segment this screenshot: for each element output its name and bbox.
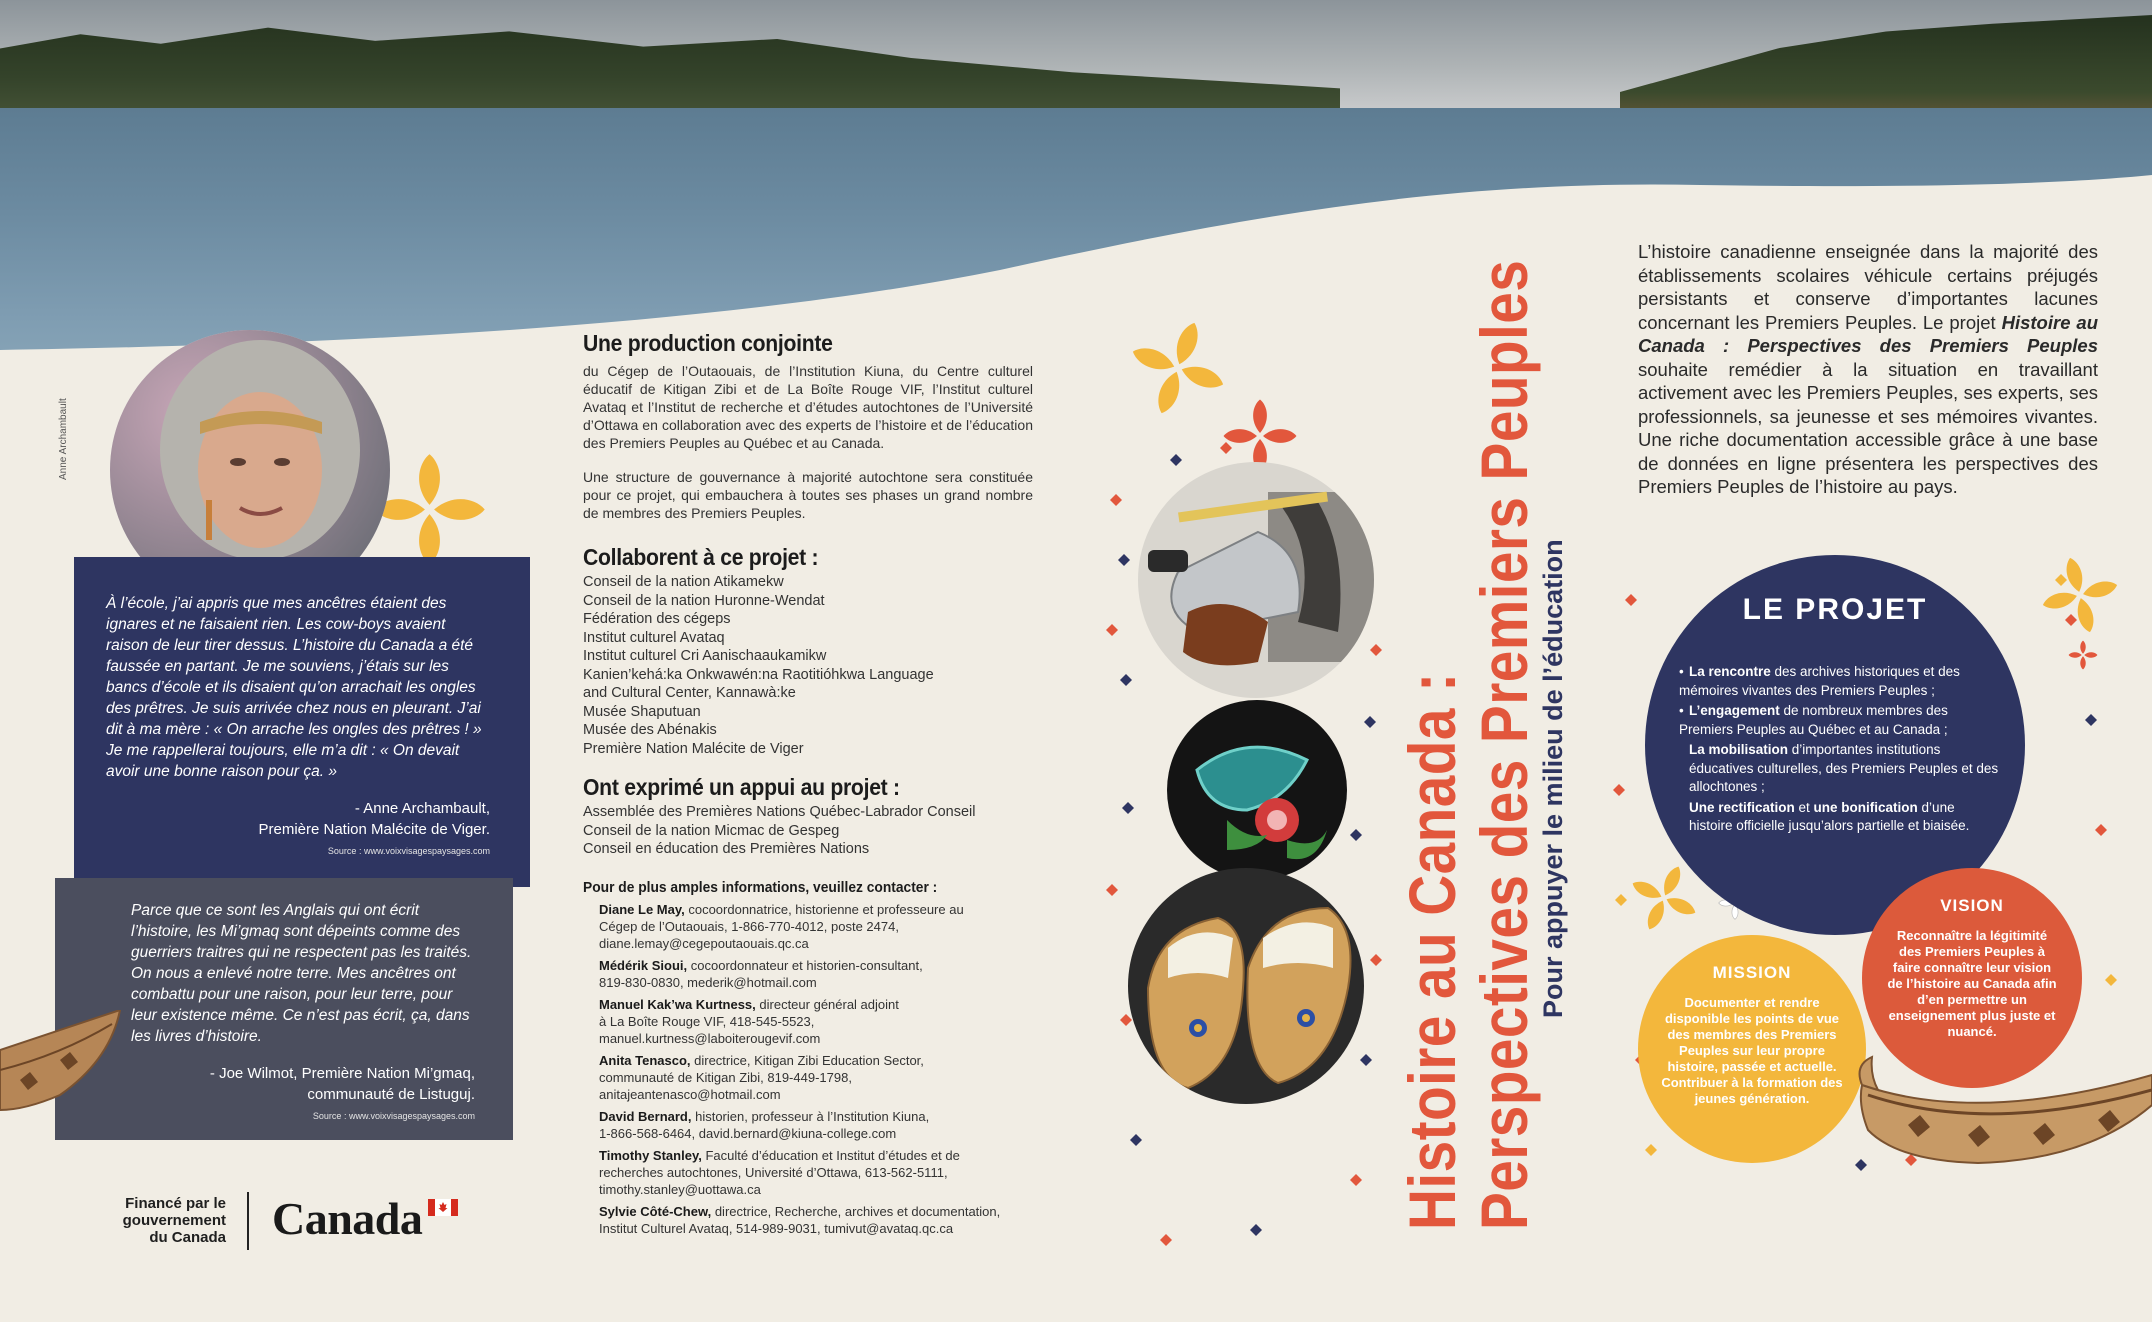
vision-text: Reconnaître la légitimité des Premiers Peuples à faire connaître leur vision de l’histoire au Canada afin d’en permettre un enseignement plus juste et nuancé. xyxy=(1887,928,2057,1039)
quote-author-affiliation: Première Nation Malécite de Viger. xyxy=(258,821,490,838)
vertical-title xyxy=(1396,240,1540,1230)
funding-statement xyxy=(100,1195,226,1246)
contact-entry xyxy=(599,1203,1033,1237)
quote-author xyxy=(106,798,490,840)
project-item-text: d’une histoire officielle jusqu’alors partielle et biaisée. xyxy=(1689,799,1970,833)
list-item: Musée Shaputuan xyxy=(583,703,701,720)
flower-decoration-gold-title xyxy=(1128,318,1228,418)
project-item-keyword: Une rectification xyxy=(1689,799,1795,815)
contact-email[interactable]: timothy.stanley@uottawa.ca xyxy=(599,1181,761,1197)
funding-divider xyxy=(247,1192,249,1250)
contact-details: communauté de Kitigan Zibi, 819-449-1798, xyxy=(599,1069,852,1085)
title-line-2: Perspectives des Premiers Peuples xyxy=(1467,259,1541,1230)
list-item: Conseil en éducation des Premières Nations xyxy=(583,841,870,857)
canada-flag-icon xyxy=(428,1199,458,1216)
intro-paragraph xyxy=(1638,240,2098,499)
project-item-text: de nombreux membres des Premiers Peuples au Québec et au Canada ; xyxy=(1679,703,1948,737)
quote-text: Parce que ce sont les Anglais qui ont écrit l’histoire, les Mi’gmaq sont dépeints comme des guerriers traitres qui ne respectent pas les traités. On nous a enlevé notre terre. Mes ancêtres ont combattu pour une raison, pour leur terre, pour leur existence même. Ce n’est pas écrit, ça, dans les livres d’histoire. xyxy=(131,902,472,1045)
quote-source: Source : www.voixvisagespaysages.com xyxy=(312,1111,475,1121)
vertical-subtitle: Pour appuyer le milieu de l’éducation xyxy=(1538,539,1568,1018)
list-item: Conseil de la nation Micmac de Gespeg xyxy=(583,822,840,839)
contact-entry xyxy=(599,901,1033,952)
canoe-right-illustration xyxy=(1858,1035,2152,1170)
contact-role: cocoordonnateur et historien-consultant, xyxy=(687,957,923,973)
supporters-list xyxy=(583,803,1033,859)
middle-column xyxy=(583,330,1033,1237)
bullet-icon: • xyxy=(1679,703,1684,718)
supporters-heading: Ont exprimé un appui au projet : xyxy=(583,774,900,800)
contact-details: à La Boîte Rouge VIF, 418-545-5523, xyxy=(599,1013,815,1029)
funding-line: gouvernement xyxy=(122,1212,226,1229)
tools-illustration xyxy=(1138,462,1374,698)
mission-text: Documenter et rendre disponible les points de vue des membres des Premiers Peuples sur leur propre histoire, passée et actuelle. Contribuer à la formation des jeunes génération. xyxy=(1661,995,1843,1106)
governance-paragraph: Une structure de gouvernance à majorité autochtone sera constituée pour ce projet, qui embauchera à toutes ses phases un grand nombre de membres des Premiers Peuples. xyxy=(583,469,1033,521)
contacts-list xyxy=(583,901,1033,1237)
contact-details[interactable]: 1-866-568-6464, david.bernard@kiuna-college.com xyxy=(599,1125,897,1141)
production-paragraph: du Cégep de l’Outaouais, de l’Institution Kiuna, du Centre culturel éducatif de Kitigan Zibi et de La Boîte Rouge VIF, l’Institut culturel Avataq et l’Institut de recherche et d’études autochtones de l’Université d’Ottawa en collaboration avec des experts de l’histoire et de l’éducation des Premiers Peuples au Québec et au Canada. xyxy=(583,363,1033,451)
contact-entry xyxy=(599,1108,1033,1142)
photo-beadwork xyxy=(1167,700,1347,880)
quote-author-name: - Anne Archambault, xyxy=(354,800,490,817)
contact-name: David Bernard, xyxy=(599,1108,692,1124)
contact-details[interactable]: Institut Culturel Avataq, 514-989-9031, tumivut@avataq.qc.ca xyxy=(599,1220,954,1236)
list-item: Première Nation Malécite de Viger xyxy=(583,740,804,757)
mission-circle xyxy=(1638,935,1866,1163)
contact-name: Anita Tenasco, xyxy=(599,1052,691,1068)
mission-title: MISSION xyxy=(1712,963,1792,982)
project-list xyxy=(1679,663,1999,838)
project-item xyxy=(1679,702,1999,739)
contact-name: Médérik Sioui, xyxy=(599,957,688,973)
contact-entry xyxy=(599,1147,1033,1198)
quote-box-archambault xyxy=(74,557,530,887)
contacts-heading: Pour de plus amples informations, veuillez contacter : xyxy=(583,878,938,896)
photo-tools-ulu xyxy=(1138,462,1374,698)
vision-title: VISION xyxy=(1940,896,2004,915)
contact-role: directeur général adjoint xyxy=(755,996,899,1012)
quote-author-name: - Joe Wilmot, Première Nation Mi’gmaq, xyxy=(209,1065,475,1082)
contact-name: Sylvie Côté-Chew, xyxy=(599,1203,712,1219)
contact-email[interactable]: diane.lemay@cegepoutaouais.qc.ca xyxy=(599,935,809,951)
project-title: LE PROJET xyxy=(1742,593,1928,626)
photo-moccasins xyxy=(1128,868,1364,1104)
contact-details: recherches autochtones, Université d’Ottawa, 613-562-5111, xyxy=(599,1164,948,1180)
project-item-text: des archives historiques et des mémoires vivantes des Premiers Peuples ; xyxy=(1679,664,1960,698)
funding-line: du Canada xyxy=(149,1229,226,1246)
intro-text: souhaite remédier à la situation en travaillant activement avec les Premiers Peuples, ses experts, ses professionnels, sa jeunesse et ses mémoires vivantes. Une riche documentation accessible grâce à une base de données en ligne présentera les perspectives des Premiers Peuples de l’histoire au pays. xyxy=(1638,358,2098,497)
intro-text: L’histoire canadienne enseignée dans la majorité des établissements scolaires véhicule certains préjugés persistants et conserve d’importantes lacunes concernant les Premiers Peuples. Le projet xyxy=(1638,241,2098,333)
funding-line: Financé par le xyxy=(125,1195,226,1212)
project-item xyxy=(1679,741,1999,797)
project-item-keyword: une bonification xyxy=(1813,799,1918,815)
production-heading: Une production conjointe xyxy=(583,330,833,356)
contact-details: Cégep de l’Outaouais, 1-866-770-4012, poste 2474, xyxy=(599,918,899,934)
quote-source: Source : www.voixvisagespaysages.com xyxy=(327,846,490,856)
list-item: Conseil de la nation Atikamekw xyxy=(583,574,784,590)
list-item: Institut culturel Avataq xyxy=(583,629,725,646)
portrait-credit: Anne Archambault xyxy=(58,398,69,480)
contact-role: Faculté d’éducation et Institut d’études et de xyxy=(701,1147,960,1163)
list-item: Assemblée des Premières Nations Québec-Labrador Conseil xyxy=(583,804,976,820)
bullet-icon: • xyxy=(1679,664,1684,679)
project-item xyxy=(1679,799,1999,836)
contact-name: Timothy Stanley, xyxy=(599,1147,702,1163)
list-item: and Cultural Center, Kannawà:ke xyxy=(583,685,796,701)
contact-name: Diane Le May, xyxy=(599,901,685,917)
quote-author xyxy=(131,1063,475,1105)
contact-role: directrice, Recherche, archives et documentation, xyxy=(711,1203,1001,1219)
contact-entry xyxy=(599,1052,1033,1103)
project-item-keyword: La rencontre xyxy=(1689,664,1771,679)
quote-text: À l’école, j’ai appris que mes ancêtres étaient des ignares et ne faisaient rien. Les cow-boys avaient raison de leur tirer dessus. L’histoire du Canada a été faussée en partant. Je me souviens, j’étais sur les bancs d’école et ils disaient qu’on arrachait les ongles des prêtres. Je suis arrivée chez nous en pleurant. J’ai dit à ma mère : « On arrache les ongles des prêtres ! » Je me rappellerai toujours, elle m’a dit : « On devait avoir une bonne raison pour ça. » xyxy=(106,595,482,780)
beadwork-illustration xyxy=(1167,700,1347,880)
collaborators-heading: Collaborent à ce projet : xyxy=(583,544,819,570)
project-item-keyword: L’engagement xyxy=(1689,703,1780,718)
list-item: Fédération des cégeps xyxy=(583,611,731,627)
project-item xyxy=(1679,663,1999,700)
canoe-left-illustration xyxy=(0,1010,130,1120)
project-item-text: et xyxy=(1794,799,1814,815)
list-item: Institut culturel Cri Aanischaaukamikw xyxy=(583,648,827,664)
canada-wordmark: Canada xyxy=(272,1193,423,1244)
list-item: Musée des Abénakis xyxy=(583,722,717,738)
quote-author-affiliation: communauté de Listuguj. xyxy=(307,1086,475,1103)
collaborators-list xyxy=(583,573,1033,758)
contact-email[interactable]: manuel.kurtness@laboiterougevif.com xyxy=(599,1030,821,1046)
contact-role: cocoordonnatrice, historienne et professeure au xyxy=(684,901,964,917)
contact-entry xyxy=(599,957,1033,991)
contact-name: Manuel Kak’wa Kurtness, xyxy=(599,996,756,1012)
moccasins-illustration xyxy=(1128,868,1364,1104)
title-line-1: Histoire au Canada : xyxy=(1395,672,1469,1230)
contact-entry xyxy=(599,996,1033,1047)
contact-details[interactable]: 819-830-0830, mederik@hotmail.com xyxy=(599,974,817,990)
project-item-text: d’importantes institutions éducatives culturelles, des Premiers Peuples et des allochtones ; xyxy=(1689,742,1999,794)
intro-project-name: Histoire au Canada : Perspectives des Premiers Peuples xyxy=(1638,311,2099,356)
contact-role: historien, professeur à l’Institution Kiuna, xyxy=(691,1108,930,1124)
contact-email[interactable]: anitajeantenasco@hotmail.com xyxy=(599,1086,781,1102)
contact-role: directrice, Kitigan Zibi Education Sector, xyxy=(690,1052,924,1068)
project-item-keyword: La mobilisation xyxy=(1689,742,1789,757)
list-item: Kanien’kehá:ka Onkwawén:na Raotitióhkwa Language xyxy=(583,666,934,683)
list-item: Conseil de la nation Huronne-Wendat xyxy=(583,592,825,609)
